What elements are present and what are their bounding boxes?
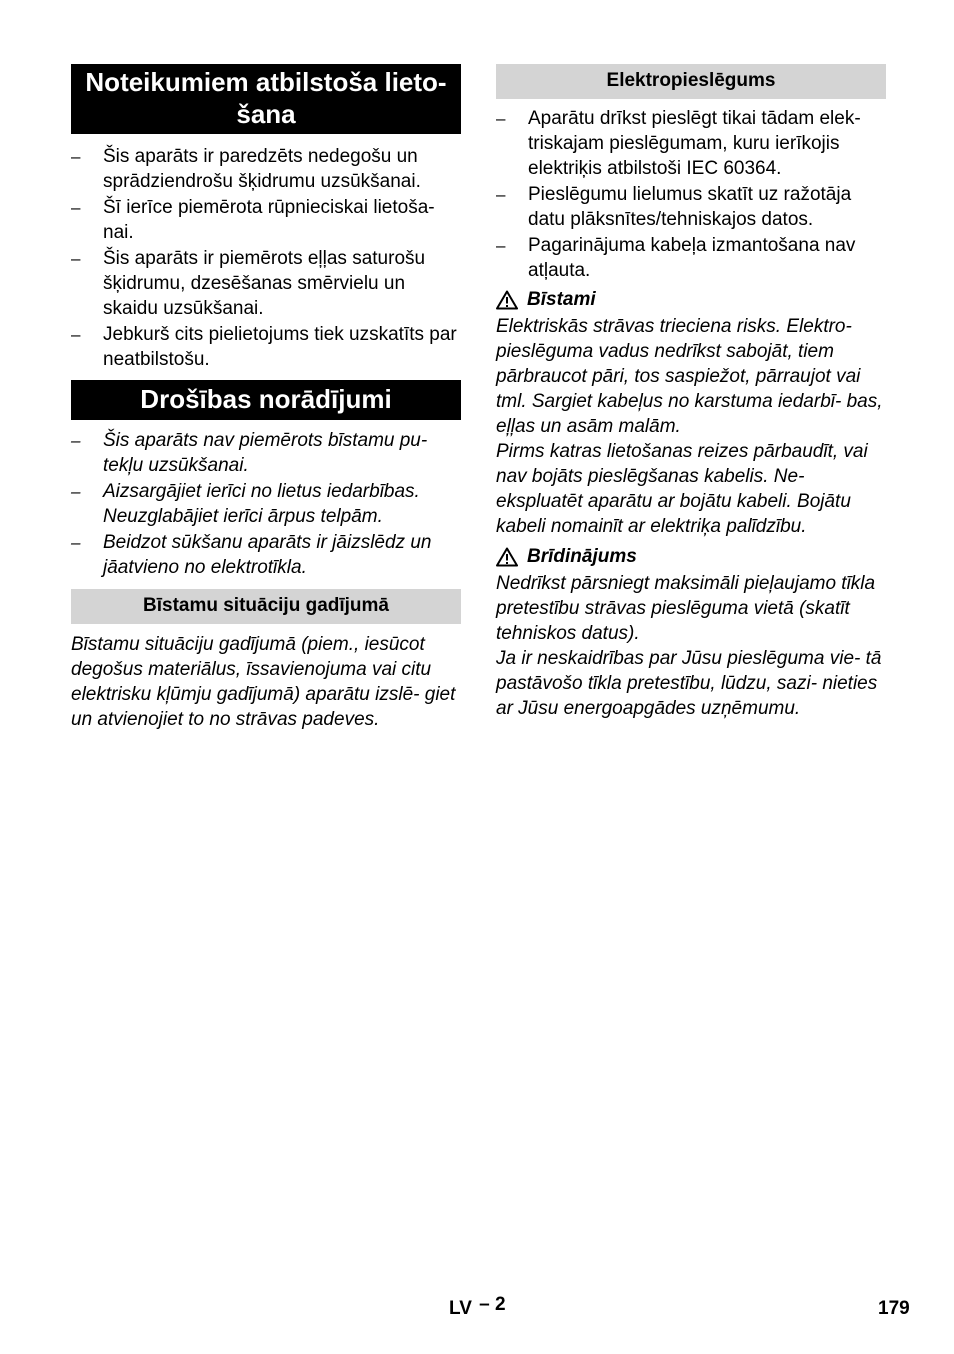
danger-paragraph-1: Elektriskās strāvas trieciena risks. Elektro- pieslēguma vadus nedrīkst sabojāt, tiem pārbraucot pāri, tos saspiežot, pārraujot vai tml. Sargiet kabeļus no karstuma iedarbī- bas, eļļas un asām malām. (496, 316, 883, 437)
list-item: – Aparātu drīkst pieslēgt tikai tādam elek- triskajam pieslēgumam, kuru ierīkojis elektriķis atbilstoši IEC 60364. (496, 106, 886, 181)
electrical-list (496, 106, 886, 283)
subheading-emergency: Bīstamu situāciju gadījumā (71, 589, 461, 624)
heading-intended-use-line1: Noteikumiem atbilstoša lieto- (85, 67, 447, 97)
list-item: – Pieslēgumu lielumus skatīt uz ražotāja datu plāksnītes/tehniskajos datos. (496, 182, 886, 232)
warning-caution-label: Brīdinājums (527, 546, 637, 567)
intended-use-list (71, 144, 461, 372)
caution-paragraph-1: Nedrīkst pārsniegt maksimāli pieļaujamo tīkla pretestību strāvas pieslēguma vietā (skatīt tehniskos datus). (496, 573, 876, 644)
subheading-electrical-connection: Elektropieslēgums (496, 64, 886, 99)
list-item: – Jebkurš cits pielietojums tiek uzskatīts par neatbilstošu. (71, 322, 461, 372)
safety-list (71, 428, 461, 580)
footer-lang: LV (449, 1298, 472, 1319)
list-item: – Beidzot sūkšanu aparāts ir jāizslēdz un jāatvieno no elektrotīkla. (71, 530, 461, 580)
heading-safety-instructions: Drošības norādījumi (71, 380, 461, 420)
left-column (71, 64, 461, 732)
heading-intended-use-line2: šana (236, 99, 296, 129)
footer-language-code (449, 1294, 506, 1321)
list-item: – Šis aparāts ir paredzēts nedegošu un sprādziendrošu šķidrumu uzsūkšanai. (71, 144, 461, 194)
list-item: – Šī ierīce piemērota rūpnieciskai lietoša- nai. (71, 195, 461, 245)
list-item: – Šis aparāts ir piemērots eļļas saturošu šķidrumu, dzesēšanas smērvielu un skaidu uzsūkšanai. (71, 246, 461, 321)
warning-danger (496, 287, 886, 312)
page-number: 179 (878, 1298, 910, 1319)
heading-intended-use (71, 64, 461, 134)
list-item: – Pagarinājuma kabeļa izmantošana nav atļauta. (496, 233, 886, 283)
caution-paragraph-2: Ja ir neskaidrības par Jūsu pieslēguma vie- tā pastāvošo tīkla pretestību, lūdzu, sazi- nieties ar Jūsu energoapgādes uzņēmumu. (496, 648, 882, 719)
warning-triangle-icon (496, 547, 518, 567)
warning-danger-label: Bīstami (527, 289, 596, 310)
footer-section: – 2 (479, 1294, 506, 1315)
right-column (496, 64, 886, 721)
danger-paragraph-2: Pirms katras lietošanas reizes pārbaudīt, vai nav bojāts pieslēgšanas kabelis. Ne- ekspluatēt aparātu ar bojātu kabeli. Bojātu kabeli nomainīt ar elektriķa palīdzību. (496, 441, 868, 537)
warning-triangle-icon (496, 290, 518, 310)
emergency-paragraph: Bīstamu situāciju gadījumā (piem., iesūcot degošus materiālus, īssavienojuma vai citu elektrisku kļūmju gadījumā) aparātu izslē- giet un atvienojiet to no strāvas padeves. (71, 634, 456, 730)
list-item: – Šis aparāts nav piemērots bīstamu pu- tekļu uzsūkšanai. (71, 428, 461, 478)
warning-caution (496, 544, 886, 569)
list-item: – Aizsargājiet ierīci no lietus iedarbības. Neuzglabājiet ierīci ārpus telpām. (71, 479, 461, 529)
